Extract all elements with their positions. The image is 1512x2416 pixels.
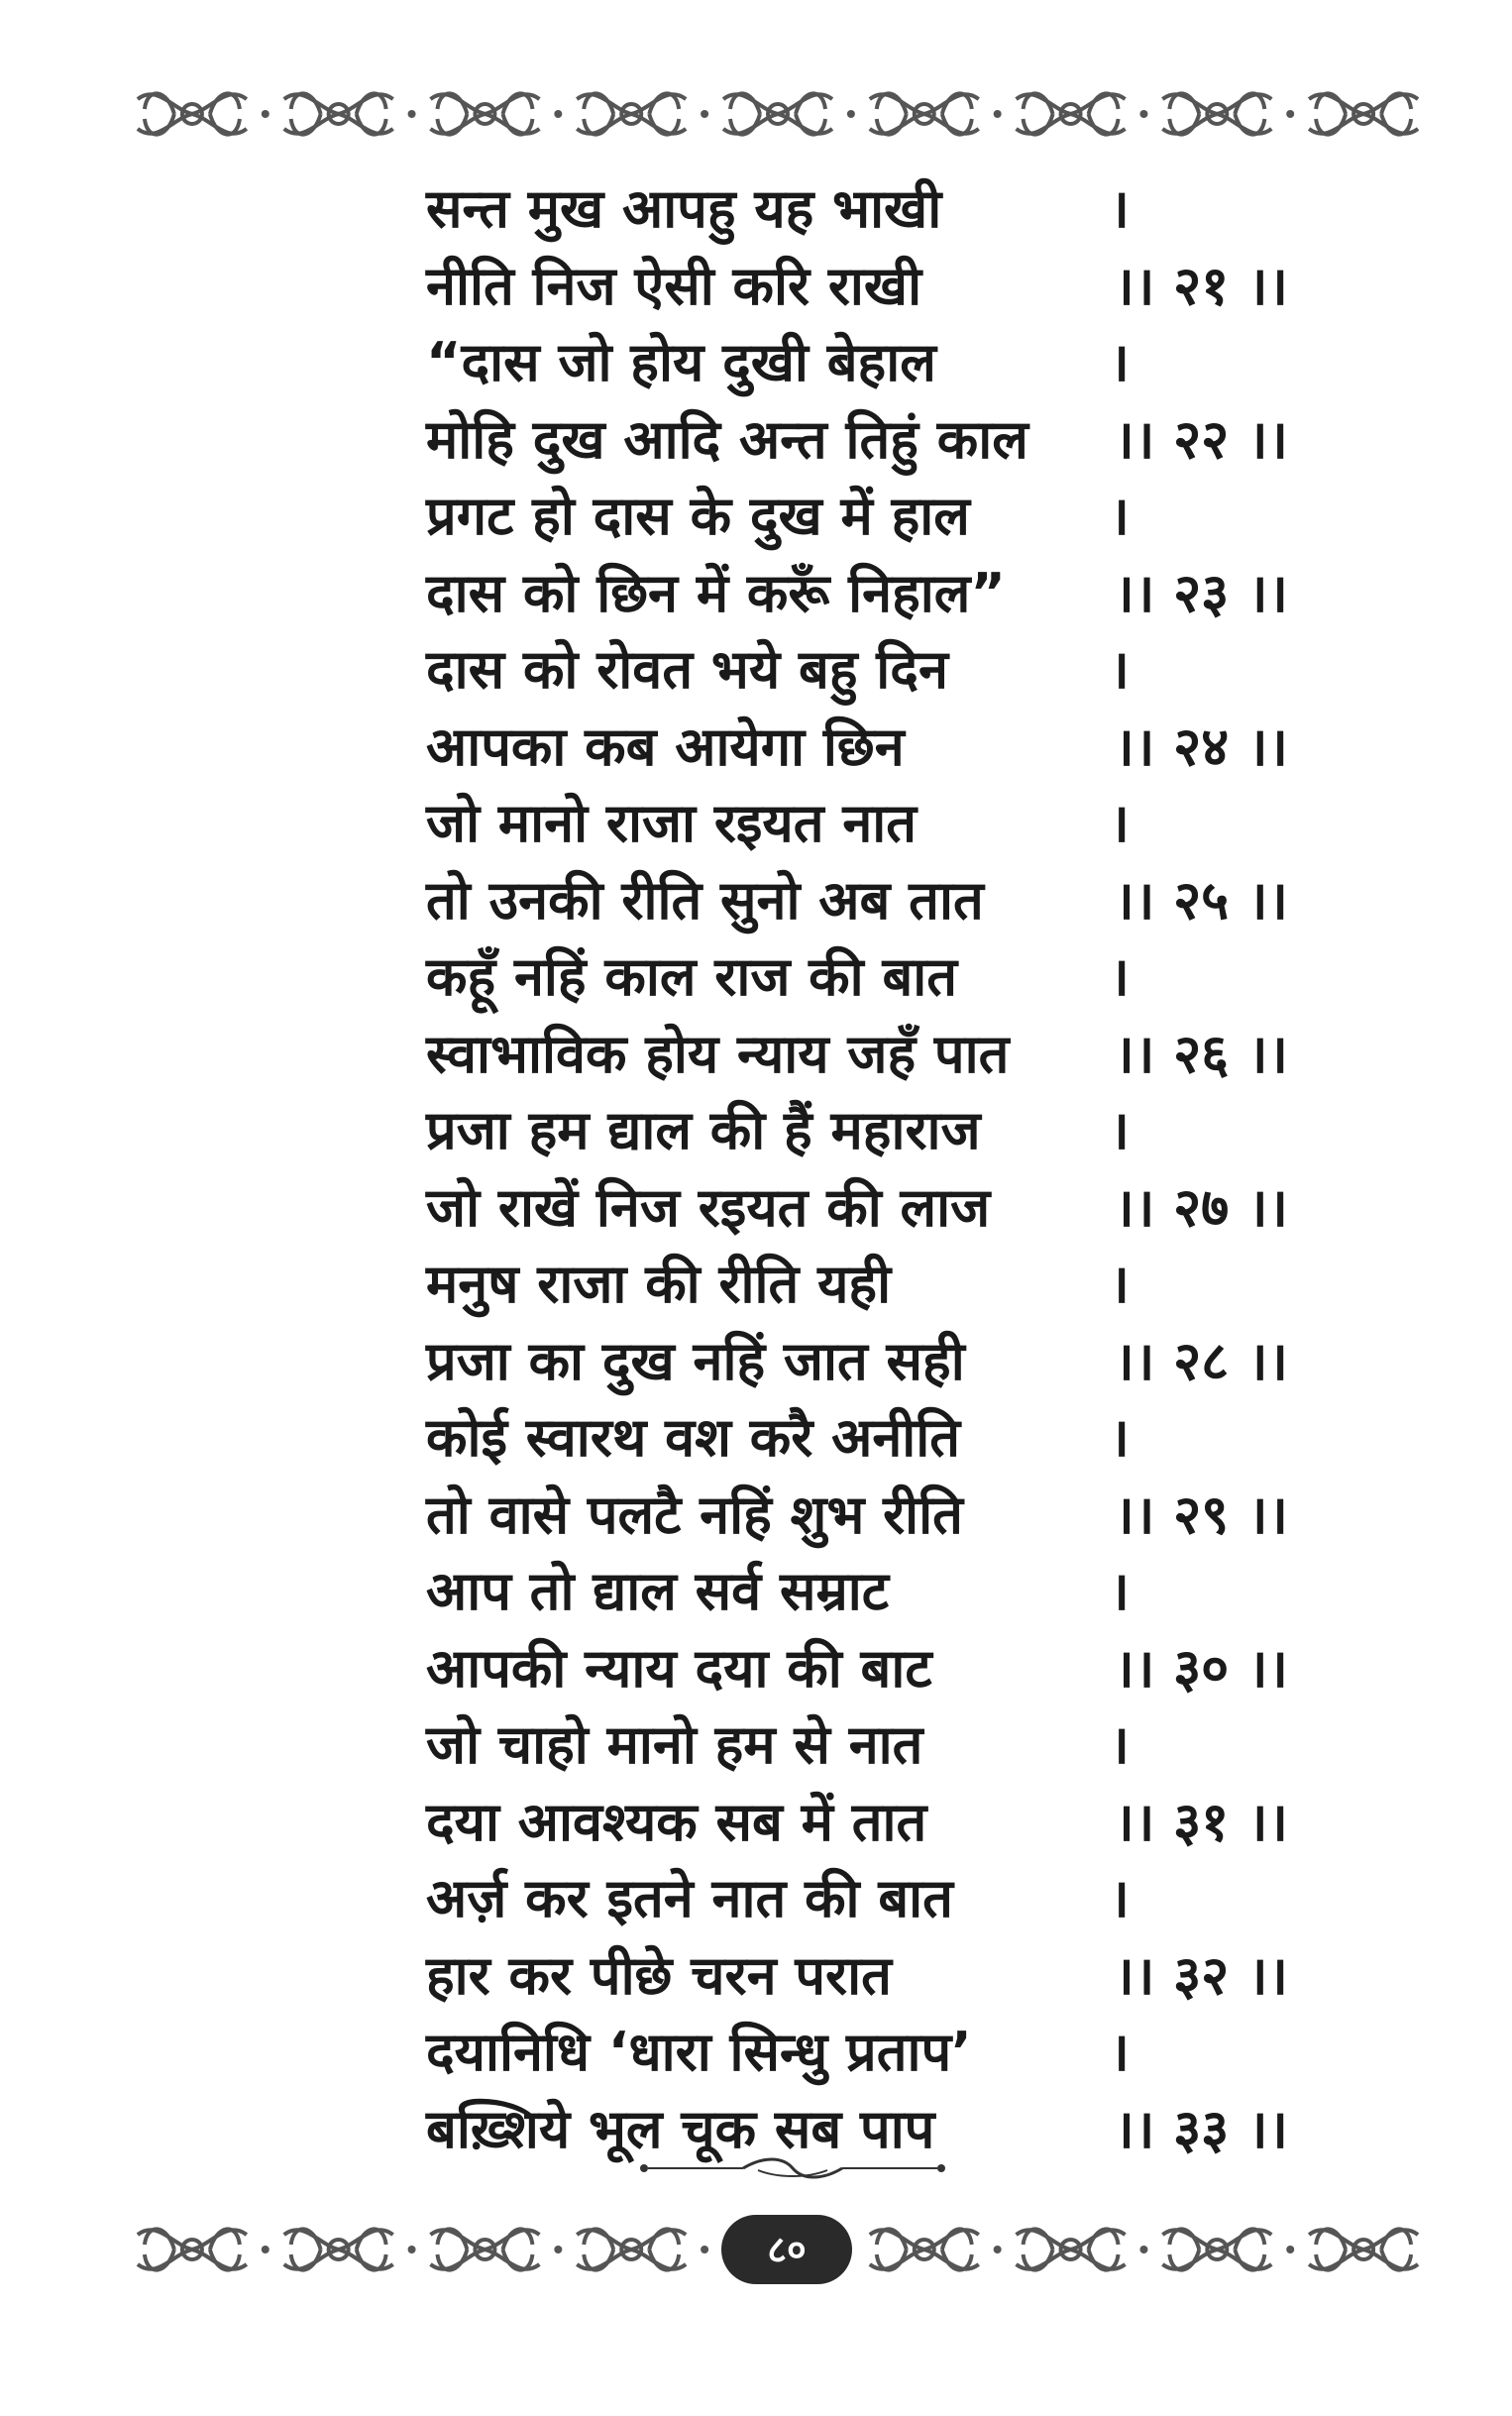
flourish-divider-icon bbox=[634, 2148, 951, 2188]
verse-text: “दास जो होय दुखी बेहाल bbox=[426, 331, 936, 393]
verse-text: कहूँ नहिं काल राज की बात bbox=[426, 945, 958, 1008]
verse-text: प्रजा का दुख नहिं जात सही bbox=[426, 1329, 965, 1392]
verse-end-mark: ।। २३ ।। bbox=[1114, 561, 1288, 624]
verse-text: जो चाहो मानो हम से नात bbox=[426, 1713, 923, 1776]
verse-end-mark: । bbox=[1109, 1560, 1130, 1622]
verse-line bbox=[426, 478, 1288, 555]
verse-text: आपकी न्याय दया की बाट bbox=[426, 1636, 932, 1700]
verse-end-mark: । bbox=[1109, 485, 1130, 547]
verse-text: आपका कब आयेगा छिन bbox=[426, 714, 905, 778]
verse-text: दास को छिन में करूँ निहाल” bbox=[426, 561, 1006, 624]
page-number-badge: ८० bbox=[721, 2215, 852, 2284]
flourish-divider bbox=[634, 2148, 951, 2188]
verse-end-mark: ।। २७ ।। bbox=[1114, 1175, 1288, 1239]
verse-end-mark: ।। २९ ।। bbox=[1114, 1483, 1288, 1546]
verse-text: दास को रोवत भये बहु दिन bbox=[426, 638, 948, 701]
verse-line bbox=[426, 1246, 1288, 1323]
verse-text: तो वासे पलटै नहिं शुभ रीति bbox=[426, 1483, 963, 1546]
verse-line bbox=[426, 1784, 1288, 1861]
verse-line bbox=[426, 170, 1288, 248]
verse-line bbox=[426, 248, 1288, 325]
verse-line bbox=[426, 631, 1288, 709]
verse-line bbox=[426, 1630, 1288, 1707]
verse-end-mark: ।। २१ ।। bbox=[1114, 254, 1288, 317]
verse-end-mark: । bbox=[1109, 2021, 1130, 2083]
verse-text: जो राखें निज रइयत की लाज bbox=[426, 1175, 991, 1239]
verse-text: प्रजा हम द्याल की हैं महाराज bbox=[426, 1099, 981, 1161]
verse-line bbox=[426, 1860, 1288, 1937]
verse-text: हार कर पीछे चरन परात bbox=[426, 1943, 892, 2007]
verse-end-mark: ।। २५ ।। bbox=[1114, 868, 1288, 932]
verse-end-mark: । bbox=[1109, 1406, 1130, 1469]
floral-border-icon bbox=[119, 69, 1437, 159]
verse-end-mark: । bbox=[1109, 177, 1130, 240]
verse-line bbox=[426, 1169, 1288, 1247]
verse-end-mark: । bbox=[1109, 1867, 1130, 1929]
verse-line bbox=[426, 1706, 1288, 1784]
verse-list bbox=[426, 170, 1288, 2167]
verse-line bbox=[426, 1477, 1288, 1554]
verse-line bbox=[426, 709, 1288, 786]
verse-text: अर्ज़ कर इतने नात की बात bbox=[426, 1867, 953, 1929]
verse-end-mark: । bbox=[1109, 1099, 1130, 1161]
verse-end-mark: ।। ३२ ।। bbox=[1114, 1943, 1288, 2007]
verse-end-mark: ।। २४ ।। bbox=[1114, 714, 1288, 778]
verse-text: नीति निज ऐसी करि राखी bbox=[426, 254, 922, 317]
verse-line bbox=[426, 1553, 1288, 1630]
verse-line bbox=[426, 401, 1288, 479]
verse-line bbox=[426, 1016, 1288, 1093]
verse-text: मोहि दुख आदि अन्त तिहुं काल bbox=[426, 407, 1028, 471]
verse-text: तो उनकी रीति सुनो अब तात bbox=[426, 868, 984, 932]
verse-end-mark: । bbox=[1109, 945, 1130, 1008]
verse-line bbox=[426, 1092, 1288, 1169]
verse-line bbox=[426, 862, 1288, 939]
verse-end-mark: । bbox=[1109, 1713, 1130, 1776]
verse-text: मनुष राजा की रीति यही bbox=[426, 1253, 892, 1315]
verse-text: प्रगट हो दास के दुख में हाल bbox=[426, 485, 970, 547]
verse-end-mark: ।। ३१ ।। bbox=[1114, 1790, 1288, 1853]
verse-line bbox=[426, 938, 1288, 1016]
verse-line bbox=[426, 1937, 1288, 2015]
verse-text: बख़्शिये भूल चूक सब पाप bbox=[426, 2097, 935, 2160]
verse-line bbox=[426, 555, 1288, 632]
verse-text: आप तो द्याल सर्व सम्राट bbox=[426, 1560, 889, 1622]
verse-end-mark: । bbox=[1109, 638, 1130, 701]
verse-end-mark: ।। ३३ ।। bbox=[1114, 2097, 1288, 2160]
top-floral-border bbox=[119, 69, 1437, 159]
verse-line bbox=[426, 2014, 1288, 2091]
verse-text: स्वाभाविक होय न्याय जहँ पात bbox=[426, 1022, 1010, 1085]
verse-text: दया आवश्यक सब में तात bbox=[426, 1790, 927, 1853]
verse-line bbox=[426, 785, 1288, 862]
verse-end-mark: । bbox=[1109, 792, 1130, 854]
verse-end-mark: । bbox=[1109, 331, 1130, 393]
verse-text: जो मानो राजा रइयत नात bbox=[426, 792, 918, 854]
verse-text: सन्त मुख आपहु यह भाखी bbox=[426, 177, 942, 240]
verse-end-mark: । bbox=[1109, 1253, 1130, 1315]
verse-text: कोई स्वारथ वश करै अनीति bbox=[426, 1406, 961, 1469]
verse-line bbox=[426, 1399, 1288, 1477]
verse-end-mark: ।। २८ ।। bbox=[1114, 1329, 1288, 1392]
verse-end-mark: ।। २६ ।। bbox=[1114, 1022, 1288, 1085]
verse-line bbox=[426, 324, 1288, 401]
verse-line bbox=[426, 1323, 1288, 1400]
verse-end-mark: ।। २२ ।। bbox=[1114, 407, 1288, 471]
verse-text: दयानिधि ‘धारा सिन्धु प्रताप’ bbox=[426, 2021, 972, 2083]
verse-end-mark: ।। ३० ।। bbox=[1114, 1636, 1288, 1700]
